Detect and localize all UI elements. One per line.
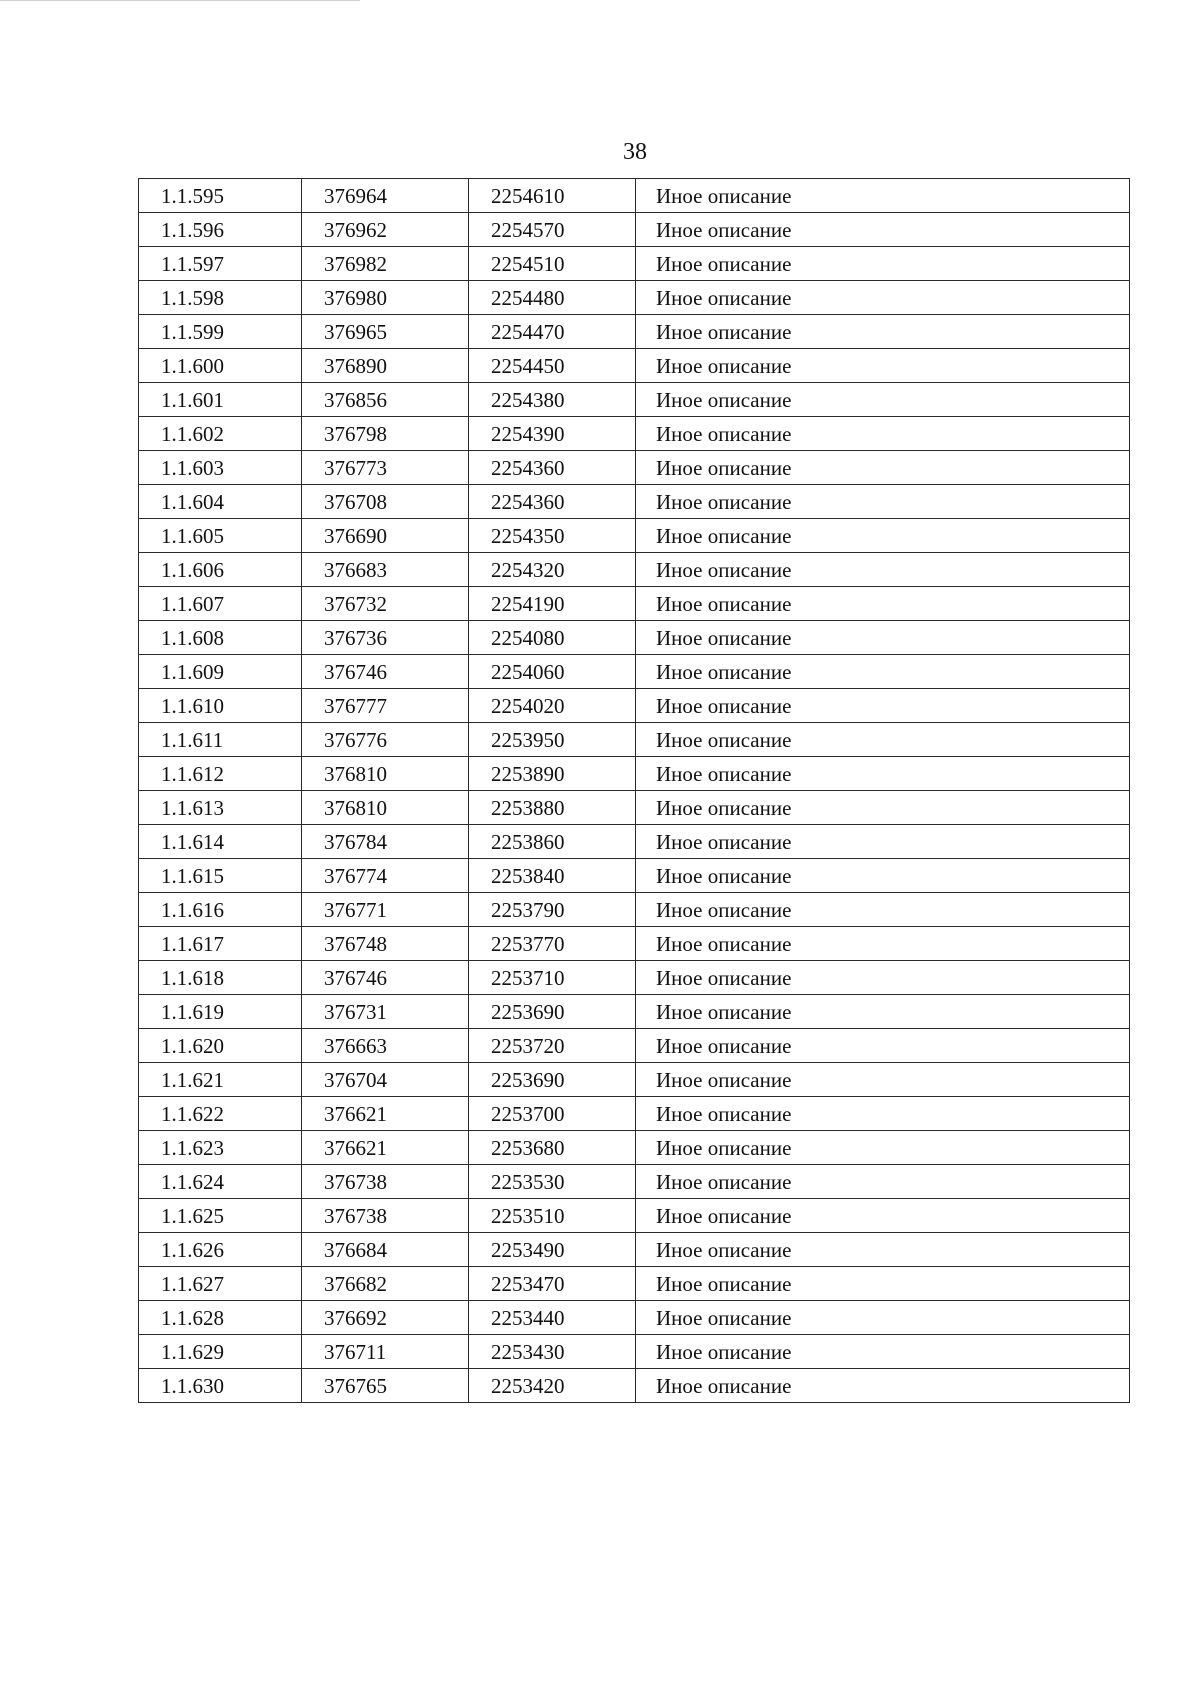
x-coordinate-cell: 376621 [302,1131,469,1165]
description-cell: Иное описание [636,519,1130,553]
y-coordinate-cell: 2253720 [469,1029,636,1063]
table-row [139,587,1130,621]
description-cell: Иное описание [636,451,1130,485]
row-number-cell: 1.1.598 [139,281,302,315]
y-coordinate-cell: 2253860 [469,825,636,859]
y-coordinate-cell: 2254470 [469,315,636,349]
row-number-cell: 1.1.596 [139,213,302,247]
x-coordinate-cell: 376777 [302,689,469,723]
table-row [139,961,1130,995]
table-row [139,1199,1130,1233]
table-row [139,519,1130,553]
row-number-cell: 1.1.627 [139,1267,302,1301]
row-number-cell: 1.1.609 [139,655,302,689]
x-coordinate-cell: 376684 [302,1233,469,1267]
table-row [139,281,1130,315]
table-row [139,213,1130,247]
y-coordinate-cell: 2253420 [469,1369,636,1403]
description-cell: Иное описание [636,383,1130,417]
description-cell: Иное описание [636,689,1130,723]
x-coordinate-cell: 376784 [302,825,469,859]
x-coordinate-cell: 376708 [302,485,469,519]
table-row [139,791,1130,825]
row-number-cell: 1.1.628 [139,1301,302,1335]
x-coordinate-cell: 376773 [302,451,469,485]
y-coordinate-cell: 2254080 [469,621,636,655]
table-row [139,1063,1130,1097]
table-row [139,893,1130,927]
y-coordinate-cell: 2254360 [469,451,636,485]
x-coordinate-cell: 376962 [302,213,469,247]
page-number: 38 [623,139,647,165]
y-coordinate-cell: 2253880 [469,791,636,825]
x-coordinate-cell: 376748 [302,927,469,961]
table-row [139,417,1130,451]
description-cell: Иное описание [636,349,1130,383]
x-coordinate-cell: 376663 [302,1029,469,1063]
y-coordinate-cell: 2253840 [469,859,636,893]
y-coordinate-cell: 2253700 [469,1097,636,1131]
row-number-cell: 1.1.617 [139,927,302,961]
y-coordinate-cell: 2253690 [469,1063,636,1097]
y-coordinate-cell: 2253430 [469,1335,636,1369]
x-coordinate-cell: 376980 [302,281,469,315]
y-coordinate-cell: 2254360 [469,485,636,519]
x-coordinate-cell: 376731 [302,995,469,1029]
x-coordinate-cell: 376690 [302,519,469,553]
x-coordinate-cell: 376765 [302,1369,469,1403]
row-number-cell: 1.1.624 [139,1165,302,1199]
y-coordinate-cell: 2254190 [469,587,636,621]
y-coordinate-cell: 2254020 [469,689,636,723]
x-coordinate-cell: 376774 [302,859,469,893]
table-row [139,1267,1130,1301]
row-number-cell: 1.1.619 [139,995,302,1029]
row-number-cell: 1.1.629 [139,1335,302,1369]
description-cell: Иное описание [636,1199,1130,1233]
row-number-cell: 1.1.611 [139,723,302,757]
table-row [139,1165,1130,1199]
y-coordinate-cell: 2253690 [469,995,636,1029]
row-number-cell: 1.1.620 [139,1029,302,1063]
row-number-cell: 1.1.622 [139,1097,302,1131]
description-cell: Иное описание [636,1335,1130,1369]
table-row [139,1335,1130,1369]
y-coordinate-cell: 2254380 [469,383,636,417]
x-coordinate-cell: 376704 [302,1063,469,1097]
description-cell: Иное описание [636,1131,1130,1165]
row-number-cell: 1.1.612 [139,757,302,791]
y-coordinate-cell: 2254060 [469,655,636,689]
y-coordinate-cell: 2253470 [469,1267,636,1301]
y-coordinate-cell: 2254510 [469,247,636,281]
scan-edge-rule [0,0,360,1]
row-number-cell: 1.1.600 [139,349,302,383]
description-cell: Иное описание [636,927,1130,961]
y-coordinate-cell: 2254320 [469,553,636,587]
table-row [139,1369,1130,1403]
description-cell: Иное описание [636,757,1130,791]
row-number-cell: 1.1.603 [139,451,302,485]
table-row [139,1233,1130,1267]
y-coordinate-cell: 2253770 [469,927,636,961]
y-coordinate-cell: 2253790 [469,893,636,927]
table-row [139,1097,1130,1131]
y-coordinate-cell: 2253530 [469,1165,636,1199]
row-number-cell: 1.1.626 [139,1233,302,1267]
y-coordinate-cell: 2254390 [469,417,636,451]
x-coordinate-cell: 376965 [302,315,469,349]
description-cell: Иное описание [636,587,1130,621]
table-row [139,825,1130,859]
y-coordinate-cell: 2254450 [469,349,636,383]
row-number-cell: 1.1.630 [139,1369,302,1403]
y-coordinate-cell: 2253510 [469,1199,636,1233]
table-row [139,553,1130,587]
table-row [139,689,1130,723]
x-coordinate-cell: 376982 [302,247,469,281]
row-number-cell: 1.1.599 [139,315,302,349]
description-cell: Иное описание [636,723,1130,757]
row-number-cell: 1.1.610 [139,689,302,723]
description-cell: Иное описание [636,791,1130,825]
description-cell: Иное описание [636,1369,1130,1403]
description-cell: Иное описание [636,1233,1130,1267]
x-coordinate-cell: 376692 [302,1301,469,1335]
row-number-cell: 1.1.602 [139,417,302,451]
description-cell: Иное описание [636,417,1130,451]
table-row [139,757,1130,791]
x-coordinate-cell: 376746 [302,655,469,689]
description-cell: Иное описание [636,1097,1130,1131]
coordinates-table [138,178,1130,1403]
x-coordinate-cell: 376738 [302,1165,469,1199]
x-coordinate-cell: 376682 [302,1267,469,1301]
x-coordinate-cell: 376810 [302,791,469,825]
y-coordinate-cell: 2254350 [469,519,636,553]
row-number-cell: 1.1.604 [139,485,302,519]
x-coordinate-cell: 376890 [302,349,469,383]
description-cell: Иное описание [636,825,1130,859]
table-row [139,995,1130,1029]
row-number-cell: 1.1.615 [139,859,302,893]
description-cell: Иное описание [636,179,1130,213]
x-coordinate-cell: 376736 [302,621,469,655]
table-row [139,723,1130,757]
x-coordinate-cell: 376964 [302,179,469,213]
x-coordinate-cell: 376738 [302,1199,469,1233]
description-cell: Иное описание [636,655,1130,689]
x-coordinate-cell: 376621 [302,1097,469,1131]
description-cell: Иное описание [636,621,1130,655]
row-number-cell: 1.1.616 [139,893,302,927]
x-coordinate-cell: 376711 [302,1335,469,1369]
row-number-cell: 1.1.601 [139,383,302,417]
row-number-cell: 1.1.606 [139,553,302,587]
x-coordinate-cell: 376746 [302,961,469,995]
description-cell: Иное описание [636,995,1130,1029]
table-row [139,859,1130,893]
row-number-cell: 1.1.621 [139,1063,302,1097]
description-cell: Иное описание [636,247,1130,281]
row-number-cell: 1.1.595 [139,179,302,213]
row-number-cell: 1.1.618 [139,961,302,995]
description-cell: Иное описание [636,281,1130,315]
row-number-cell: 1.1.608 [139,621,302,655]
table-row [139,1301,1130,1335]
table-row [139,1029,1130,1063]
x-coordinate-cell: 376771 [302,893,469,927]
row-number-cell: 1.1.605 [139,519,302,553]
x-coordinate-cell: 376856 [302,383,469,417]
table-body [139,179,1130,1403]
y-coordinate-cell: 2254570 [469,213,636,247]
table-row [139,451,1130,485]
y-coordinate-cell: 2253490 [469,1233,636,1267]
description-cell: Иное описание [636,485,1130,519]
row-number-cell: 1.1.607 [139,587,302,621]
table-row [139,179,1130,213]
description-cell: Иное описание [636,553,1130,587]
description-cell: Иное описание [636,213,1130,247]
description-cell: Иное описание [636,1029,1130,1063]
row-number-cell: 1.1.614 [139,825,302,859]
description-cell: Иное описание [636,859,1130,893]
x-coordinate-cell: 376683 [302,553,469,587]
x-coordinate-cell: 376732 [302,587,469,621]
y-coordinate-cell: 2253680 [469,1131,636,1165]
table-row [139,247,1130,281]
description-cell: Иное описание [636,1165,1130,1199]
description-cell: Иное описание [636,961,1130,995]
table-row [139,315,1130,349]
y-coordinate-cell: 2253710 [469,961,636,995]
table-row [139,655,1130,689]
y-coordinate-cell: 2253440 [469,1301,636,1335]
row-number-cell: 1.1.623 [139,1131,302,1165]
table-row [139,349,1130,383]
row-number-cell: 1.1.613 [139,791,302,825]
x-coordinate-cell: 376776 [302,723,469,757]
row-number-cell: 1.1.597 [139,247,302,281]
description-cell: Иное описание [636,1301,1130,1335]
x-coordinate-cell: 376810 [302,757,469,791]
y-coordinate-cell: 2254480 [469,281,636,315]
y-coordinate-cell: 2253890 [469,757,636,791]
table-row [139,1131,1130,1165]
description-cell: Иное описание [636,1063,1130,1097]
table-row [139,485,1130,519]
table-row [139,383,1130,417]
table-row [139,927,1130,961]
table-row [139,621,1130,655]
y-coordinate-cell: 2254610 [469,179,636,213]
description-cell: Иное описание [636,315,1130,349]
row-number-cell: 1.1.625 [139,1199,302,1233]
x-coordinate-cell: 376798 [302,417,469,451]
description-cell: Иное описание [636,1267,1130,1301]
y-coordinate-cell: 2253950 [469,723,636,757]
description-cell: Иное описание [636,893,1130,927]
